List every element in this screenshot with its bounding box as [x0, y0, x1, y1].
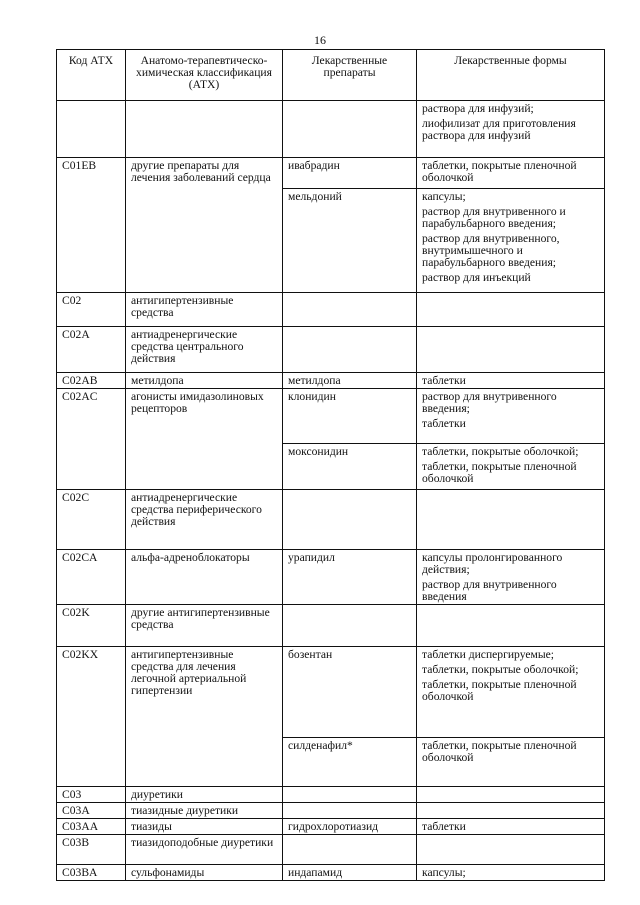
dosage-forms-cell [417, 835, 605, 865]
dosage-forms-cell [417, 293, 605, 327]
atc-code-cell: C02 [57, 293, 126, 327]
dosage-form: таблетки диспергируемые; [422, 648, 554, 661]
dosage-form: таблетки, покрытые пленочной оболочкой [422, 678, 577, 703]
table-row [57, 647, 605, 738]
dosage-forms-cell [417, 819, 605, 835]
atc-classification-cell: диуретики [126, 787, 283, 803]
dosage-forms-cell [417, 389, 605, 444]
dosage-form: лиофилизат для приготовления раствора для инфузий [422, 117, 576, 142]
drug-name-cell [283, 293, 417, 327]
atc-classification-cell: тиазидоподобные диуретики [126, 835, 283, 865]
table-header-row [57, 50, 605, 101]
atc-classification-cell: тиазидные диуретики [126, 803, 283, 819]
table-body [57, 101, 605, 881]
atc-classification-cell: антигипертензивные средства [126, 293, 283, 327]
atc-code-cell: C02KX [57, 647, 126, 787]
dosage-form: таблетки, покрытые оболочкой; [422, 445, 579, 458]
atc-code-cell: C02A [57, 327, 126, 373]
drug-name-cell [283, 327, 417, 373]
dosage-form: таблетки [422, 374, 466, 387]
atc-classification-table [56, 49, 605, 881]
dosage-form: капсулы пролонгированного действия; [422, 551, 563, 576]
dosage-form: раствор для внутривенного и парабульбарного введения; [422, 205, 566, 230]
page-number: 16 [314, 33, 326, 47]
dosage-form: раствор для внутривенного, внутримышечного и парабульбарного введения; [422, 232, 560, 269]
drug-name-cell [283, 787, 417, 803]
drug-name-cell: урапидил [283, 550, 417, 605]
atc-code-cell: C02CA [57, 550, 126, 605]
dosage-form: таблетки [422, 417, 466, 430]
table-row [57, 158, 605, 189]
drug-name-cell: моксонидин [283, 444, 417, 490]
dosage-forms-cell [417, 189, 605, 293]
atc-classification-cell: альфа-адреноблокаторы [126, 550, 283, 605]
atc-code-cell: C03B [57, 835, 126, 865]
atc-classification-cell: другие антигипертензивные средства [126, 605, 283, 647]
drug-name-cell [283, 605, 417, 647]
header-forms: Лекарственные формы [417, 50, 605, 101]
dosage-forms-cell [417, 803, 605, 819]
atc-classification-cell [126, 101, 283, 158]
header-drugs: Лекарственные препараты [283, 50, 417, 101]
table-row [57, 803, 605, 819]
atc-code-cell: C02K [57, 605, 126, 647]
atc-classification-cell: антиадренергические средства центрального действия [126, 327, 283, 373]
dosage-forms-cell [417, 865, 605, 881]
dosage-forms-cell [417, 738, 605, 787]
table-row [57, 865, 605, 881]
drug-name-cell [283, 490, 417, 550]
dosage-forms-cell [417, 605, 605, 647]
dosage-form: таблетки, покрытые пленочной оболочкой [422, 159, 577, 184]
table-row [57, 819, 605, 835]
dosage-form: раствора для инфузий; [422, 102, 534, 115]
table-row [57, 327, 605, 373]
table-row [57, 490, 605, 550]
drug-name-cell [283, 835, 417, 865]
dosage-form: капсулы; [422, 190, 466, 203]
dosage-form: таблетки, покрытые пленочной оболочкой [422, 460, 577, 485]
table-row [57, 389, 605, 444]
drug-name-cell: индапамид [283, 865, 417, 881]
header-atc: Анатомо-терапевтическо-химическая классификация (АТХ) [126, 50, 283, 101]
dosage-forms-cell [417, 647, 605, 738]
atc-code-cell: C01EB [57, 158, 126, 293]
dosage-forms-cell [417, 373, 605, 389]
drug-name-cell: силденафил* [283, 738, 417, 787]
dosage-form: раствор для инъекций [422, 271, 531, 284]
table-row [57, 550, 605, 605]
atc-code-cell: C03AA [57, 819, 126, 835]
atc-classification-cell: антигипертензивные средства для лечения легочной артериальной гипертензии [126, 647, 283, 787]
drug-name-cell [283, 101, 417, 158]
drug-name-cell: метилдопа [283, 373, 417, 389]
dosage-forms-cell [417, 550, 605, 605]
dosage-form: раствор для внутривенного введения; [422, 390, 557, 415]
dosage-form: таблетки, покрытые пленочной оболочкой [422, 739, 577, 764]
drug-name-cell [283, 803, 417, 819]
header-code: Код АТХ [57, 50, 126, 101]
atc-code-cell: C02AB [57, 373, 126, 389]
table-row [57, 787, 605, 803]
atc-classification-cell: агонисты имидазолиновых рецепторов [126, 389, 283, 490]
table-row [57, 101, 605, 158]
drug-name-cell: бозентан [283, 647, 417, 738]
dosage-forms-cell [417, 444, 605, 490]
dosage-form: таблетки, покрытые оболочкой; [422, 663, 579, 676]
dosage-form: раствор для внутривенного введения [422, 578, 557, 603]
table-row [57, 835, 605, 865]
table-row [57, 293, 605, 327]
atc-classification-cell: сульфонамиды [126, 865, 283, 881]
dosage-forms-cell [417, 787, 605, 803]
table-row [57, 373, 605, 389]
atc-code-cell: C03BA [57, 865, 126, 881]
drug-name-cell: ивабрадин [283, 158, 417, 189]
atc-code-cell [57, 101, 126, 158]
atc-code-cell: C03 [57, 787, 126, 803]
dosage-form: таблетки [422, 820, 466, 833]
atc-code-cell: C02AC [57, 389, 126, 490]
dosage-forms-cell [417, 158, 605, 189]
atc-classification-cell: тиазиды [126, 819, 283, 835]
drug-name-cell: мельдоний [283, 189, 417, 293]
dosage-forms-cell [417, 490, 605, 550]
drug-name-cell: клонидин [283, 389, 417, 444]
drug-name-cell: гидрохлоротиазид [283, 819, 417, 835]
atc-code-cell: C03A [57, 803, 126, 819]
dosage-forms-cell [417, 327, 605, 373]
atc-code-cell: C02C [57, 490, 126, 550]
atc-classification-cell: метилдопа [126, 373, 283, 389]
table-row [57, 605, 605, 647]
dosage-forms-cell [417, 101, 605, 158]
dosage-form: капсулы; [422, 866, 466, 879]
atc-classification-cell: антиадренергические средства периферического действия [126, 490, 283, 550]
atc-classification-cell: другие препараты для лечения заболеваний сердца [126, 158, 283, 293]
